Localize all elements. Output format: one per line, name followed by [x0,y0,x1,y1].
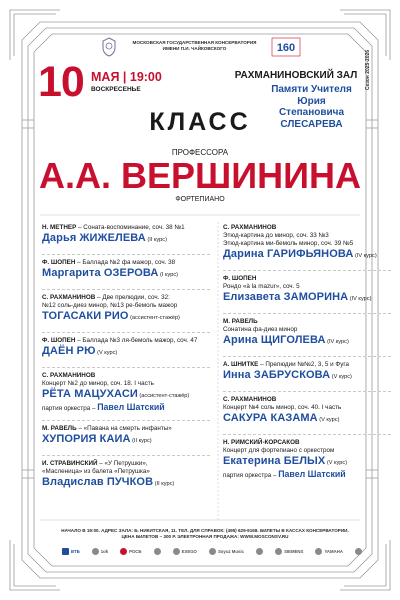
sponsor-mark-icon [92,548,99,555]
performer-name: Екатерина БЕЛЫХ [223,455,326,467]
work-line [42,259,210,267]
performer-course: (II курс) [153,481,175,487]
institution-line-1: МОСКОВСКАЯ ГОСУДАРСТВЕННАЯ КОНСЕРВАТОРИЯ [132,40,257,45]
sponsor-mark-icon [315,548,322,555]
sponsor-name: 1ok [100,548,109,554]
sponsor-mark-icon [62,548,69,555]
work-line [223,275,391,283]
composer-name: С. РАХМАНИНОВ [223,224,277,231]
sponsor-logo [173,548,197,555]
program-entry [223,224,391,263]
sponsor-mark-icon [355,548,362,555]
performer-name: Дарина ГАРИФЬЯНОВА [223,248,354,260]
performer-course: (ассистент-стажёр) [137,393,190,399]
performer-name: Арина ЩИГОЛЕВА [223,334,326,346]
orchestra-label: партия оркестра – [223,472,279,479]
composer-name: Ф. ШОПЕН [42,259,76,266]
memorial-line-3: СЛЕСАРЕВА [280,118,343,130]
performer-course: (V курс) [330,374,352,380]
work-detail: Концерт №4 соль минор, соч. 40. I часть [223,404,342,411]
work-line [223,224,391,232]
entry-divider [223,270,391,271]
performer [42,476,210,491]
program-entry [42,224,210,247]
performer [223,291,391,306]
work-detail: Концерт для фортепиано с оркестром [223,447,335,454]
performer [42,388,210,403]
sponsor-logo [256,548,263,555]
program-entry [223,361,391,384]
entry-divider [42,420,210,421]
sponsor-mark-icon [120,548,127,555]
sponsor-name: EXEGO [181,548,197,554]
sponsor-mark-icon [154,548,161,555]
performer [223,412,391,427]
performer-course: (V курс) [95,350,118,356]
work-detail: «Масленица» из балета «Петрушка» [42,468,150,475]
work-title: – Баллада №3 ля-бемоль мажор, соч. 47 [75,337,198,344]
sponsor-logo [275,548,303,555]
performer [42,310,210,325]
work-line [223,396,391,404]
memorial-line-1: Памяти Учителя [271,84,352,95]
performer-course: (II курс) [130,438,152,444]
composer-name: С. РАХМАНИНОВ [42,294,96,301]
sponsor-mark-icon [209,548,216,555]
composer-name: М. РАВЕЛЬ [42,425,77,432]
work-line [42,372,210,380]
work-detail: Этюд-картина ми-бемоль минор, соч. 39 №5 [223,240,354,247]
composer-name: Н. РИМСКИЙ-КОРСАКОВ [223,439,300,446]
performer-course: (ассистент-стажёр) [128,315,180,321]
sponsor-name: РОСБ [129,548,142,554]
professor-name: А.А. ВЕРШИНИНА [39,155,361,196]
date-day-number: 10 [38,58,84,106]
work-line [42,425,210,433]
work-detail: Этюд-картина до минор, соч. 33 №3 [223,232,329,239]
performer [223,369,391,384]
composer-name: С. РАХМАНИНОВ [42,372,96,379]
entry-divider [42,367,210,368]
work-title: – «Павана на смерть инфанты» [76,425,172,432]
performer-name: РЁТА МАЦУХАСИ [42,388,138,400]
performer-name: ХУПОРИЯ КАИА [42,433,131,445]
sponsor-name: SIEMENS [284,548,304,554]
performer-course: (IV курс) [325,339,349,345]
work-line [223,361,391,369]
sponsor-logo [209,548,244,555]
performer [223,248,391,263]
program-left-column [42,224,210,498]
season-label: Сезон 2025-2026 [365,49,371,90]
program-entry [42,460,210,491]
professor-label: ПРОФЕССОРА [171,148,229,157]
orchestra-part [42,403,210,413]
date-weekday: ВОСКРЕСЕНЬЕ [91,86,141,93]
work-detail: Рондо «à la mazur», соч. 5 [223,283,300,290]
composer-name: Ф. ШОПЕН [223,275,257,282]
performer-name: Маргарита ОЗЕРОВА [42,267,159,279]
performer [42,433,210,448]
program-entry [42,425,210,448]
performer-name: Елизавета ЗАМОРИНА [223,291,349,303]
work-line [42,337,210,345]
performer-course: (I курс) [158,272,178,278]
work-title: – Соната-воспоминание, соч. 38 №1 [76,224,185,231]
performer-name: Дарья ЖИЖЕЛЕВА [42,232,146,244]
program-right-column [223,224,391,487]
performer-course: (IV курс) [348,296,372,302]
orchestra-performer: Павел Шатский [97,402,165,412]
work-title: – «У Петрушки», [97,460,148,467]
work-line [223,318,391,326]
work-title: – Две прелюдии, соч. 32: [95,294,170,301]
program-entry [42,259,210,282]
emblem-icon [100,37,118,57]
anniversary-logo-text: 160 [276,42,296,54]
work-detail: Концерт №2 до минор, соч. 18. I часть [42,380,154,387]
program-entry [42,294,210,325]
work-title: – Прелюдии №№2, 3, 5 и Фуга [258,361,350,368]
entry-divider [223,391,391,392]
sponsor-logo [62,548,80,555]
work-detail: Сонатина фа-диез минор [223,326,298,333]
sponsor-logos [62,545,362,557]
entry-divider [223,313,391,314]
entry-divider [42,289,210,290]
sponsor-logo [92,548,108,555]
performer [223,455,391,470]
composer-name: Н. МЕТНЕР [42,224,77,231]
entry-divider [42,332,210,333]
performer-name: ТОГАСАКИ РИО [42,310,129,322]
work-title: – Баллада №2 фа мажор, соч. 38 [75,259,176,266]
work-detail: №12 соль-диез минор, №13 ре-бемоль мажор [42,302,178,309]
program-entry [223,275,391,306]
hall-name: РАХМАНИНОВСКИЙ ЗАЛ [234,70,358,81]
performer [42,232,210,247]
institution-name [122,40,267,52]
date-month-time: МАЯ | 19:00 [91,70,162,84]
entry-divider [223,434,391,435]
performer-course: (V курс) [317,417,340,423]
anniversary-logo [271,36,301,58]
composer-name: Ф. ШОПЕН [42,337,76,344]
subject-label: ФОРТЕПИАНО [175,196,225,203]
orchestra-performer: Павел Шатский [278,469,346,479]
sponsor-mark-icon [173,548,180,555]
institution-line-2: ИМЕНИ П.И. ЧАЙКОВСКОГО [162,46,227,51]
performer-course: (V курс) [325,460,348,466]
entry-divider [223,356,391,357]
footer-line-1: НАЧАЛО В 19:00. АДРЕС ЗАЛА: Б. НИКИТСКАЯ, 11. ТЕЛ. ДЛЯ СПРАВОК: (495) 629-9168. БИЛЕТЫ В КАССАХ КОНСЕРВАТОРИИ. [61,528,349,533]
sponsor-name: Soyuz Music [217,548,244,554]
footer-line-2: ЦЕНА БИЛЕТОВ – 300 Р. ЭЛЕКТРОННАЯ ПРОДАЖА: WWW.MOSCONSV.RU [121,534,289,540]
performer-name: САКУРА КАЗАМА [223,412,318,424]
work-line [223,439,391,447]
class-heading: КЛАСС [149,108,251,136]
sponsor-logo [154,548,161,555]
composer-name: М. РАВЕЛЬ [223,318,258,325]
orchestra-label: партия оркестра – [42,405,98,412]
program-entry [42,372,210,413]
sponsor-name: ВТБ [71,548,80,554]
sponsor-mark-icon [275,548,282,555]
composer-name: С. РАХМАНИНОВ [223,396,277,403]
performer-course: (II курс) [145,237,167,243]
performer [42,267,210,282]
work-line [42,460,210,468]
sponsor-logo [315,548,342,555]
performer [42,345,210,360]
program-entry [223,396,391,427]
program-entry [223,318,391,349]
performer-name: Владислав ПУЧКОВ [42,476,154,488]
composer-name: И. СТРАВИНСКИЙ [42,460,98,467]
performer-name: Инна ЗАБРУСКОВА [223,369,331,381]
composer-name: А. ШНИТКЕ [223,361,259,368]
performer-course: (IV курс) [353,253,377,259]
work-line [42,224,210,232]
sponsor-logo [120,548,141,555]
entry-divider [42,455,210,456]
orchestra-part [223,470,391,480]
work-line [42,294,210,302]
sponsor-name: YAMAHA [324,548,343,554]
performer [223,334,391,349]
sponsor-mark-icon [256,548,263,555]
footer-info [60,528,350,541]
entry-divider [42,254,210,255]
memorial-line-2: Юрия Степановича [278,95,345,118]
sponsor-logo [355,548,362,555]
performer-name: ДАЁН РЮ [42,345,96,357]
program-entry [223,439,391,480]
program-entry [42,337,210,360]
